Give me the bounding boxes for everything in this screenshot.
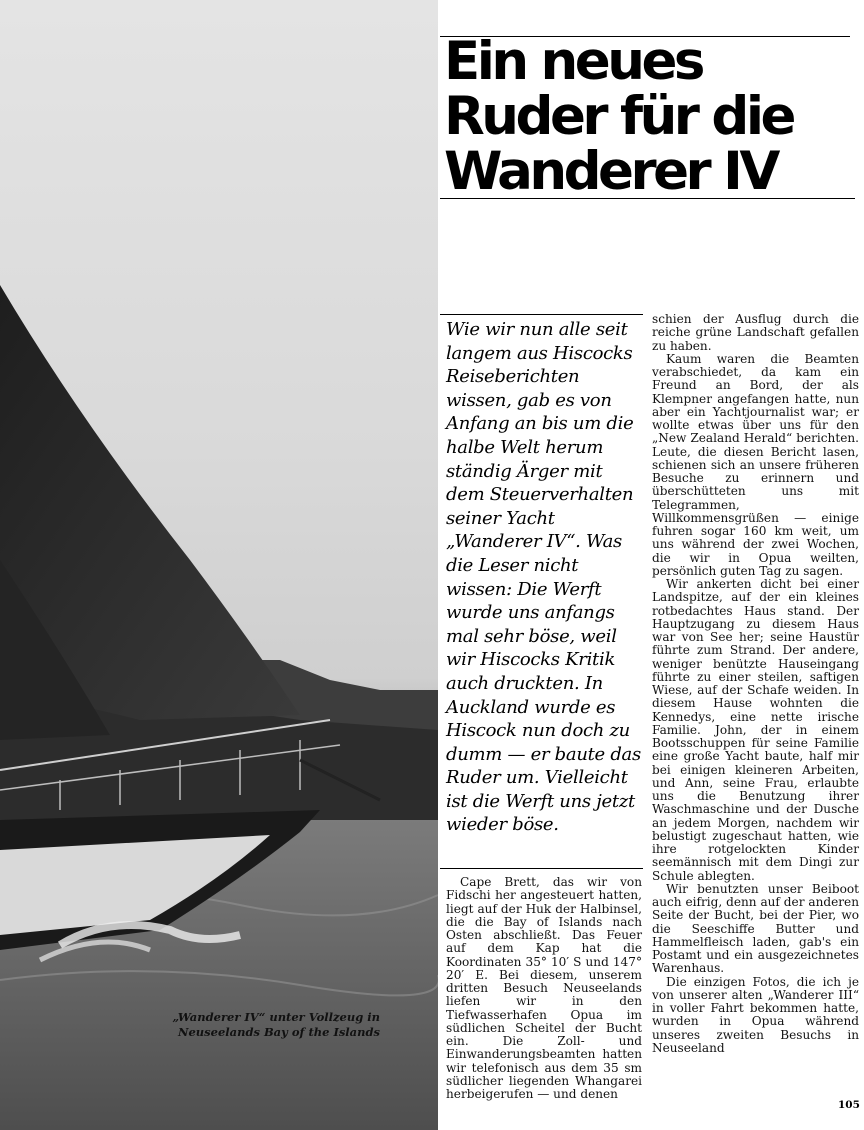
- paragraph: schien der Ausflug durch die reiche grüne Landschaft gefallen zu haben.: [652, 312, 859, 353]
- headline-line-2: Ruder für die: [444, 86, 793, 147]
- headline-line-1: Ein neues: [444, 31, 702, 92]
- paragraph: Wir benutzten unser Beiboot auch eifrig, denn auf der anderen Seite der Bucht, bei der Pier, wo die Seeschiffe Butter und Hammelfleisch laden, gab's ein Postamt und ein ausgezeichnetes Warenhaus.: [652, 881, 859, 976]
- article-headline: [444, 31, 859, 202]
- photo-caption: „Wanderer IV“ unter Vollzeug in Neuseelands Bay of the Islands: [172, 1010, 380, 1039]
- intro-bottom-rule: [440, 868, 643, 869]
- intro-top-rule: [440, 314, 643, 315]
- paragraph: Die einzigen Fotos, die ich je von unserer alten „Wanderer III“ in voller Fahrt bekommen hatte, wurden in Opua während unseres zweiten Besuchs in Neuseeland: [652, 974, 859, 1055]
- paragraph: Kaum waren die Beamten verabschiedet, da kam ein Freund an Bord, der als Klempner angefangen hatte, nun aber ein Yachtjournalist war; er wollte etwas über uns für den „New Zealand Herald“ berichten. Leute, die diesen Bericht lasen, schienen sich an unsere früheren Besuche zu erinnern und überschütteten uns mit Telegrammen, Willkommensgrüßen — einige fuhren sogar 160 km weit, um uns während der zwei Wochen, die wir in Opua weilten, persönlich guten Tag zu sagen.: [652, 351, 859, 578]
- headline-bottom-rule: [440, 198, 855, 199]
- page-number: 105: [838, 1099, 860, 1111]
- paragraph: Wir ankerten dicht bei einer Landspitze, auf der ein kleines rotbedachtes Haus stand. Der Hauptzugang zu diesem Haus war von See her; seine Haustür führte zum Strand. Der andere, weniger benützte Hauseingang führte zu einer steilen, saftigen Wiese, auf der Schafe weiden. In diesem Hause wohnten die Kennedys, eine nette irische Familie. John, der in einem Bootsschuppen für seine Familie eine große Yacht baute, half mir bei einigen kleineren Arbeiten, und Ann, seine Frau, erlaubte uns die Benutzung ihrer Waschmaschine und der Dusche an jedem Morgen, nachdem wir belustigt zugeschaut hatten, wie ihre rotgelockten Kinder seemännisch mit dem Dingi zur Schule ablegten.: [652, 577, 859, 883]
- article-intro: Wie wir nun alle seit langem aus Hiscocks Reiseberichten wissen, gab es von Anfang an bis um die halbe Welt herum ständig Ärger mit dem Steuerverhalten seiner Yacht „Wanderer IV“. Was die Leser nicht wissen: Die Werft wurde uns anfangs mal sehr böse, weil wir Hiscocks Kritik auch druckten. In Auckland wurde es Hiscock nun doch zu dumm — er baute das Ruder um. Vielleicht ist die Werft uns jetzt wieder böse.: [446, 319, 641, 836]
- headline-line-3: Wanderer IV: [444, 141, 777, 202]
- paragraph: Cape Brett, das wir von Fidschi her angesteuert hatten, liegt auf der Huk der Halbinsel, die die Bay of Islands nach Osten abschließt. Das Feuer auf dem Kap hat die Koordinaten 35° 10′ S und 147° 20′ E. Bei diesem, unserem dritten Besuch Neuseelands liefen wir in den Tiefwasserhafen Opua im südlichen Scheitel der Bucht ein. Die Zoll- und Einwanderungsbeamten hatten wir telefonisch aus dem 35 sm südlicher liegenden Whangarei herbeigerufen — und denen: [446, 875, 642, 1101]
- body-column-left: [446, 876, 642, 1101]
- body-column-right: [652, 313, 859, 1055]
